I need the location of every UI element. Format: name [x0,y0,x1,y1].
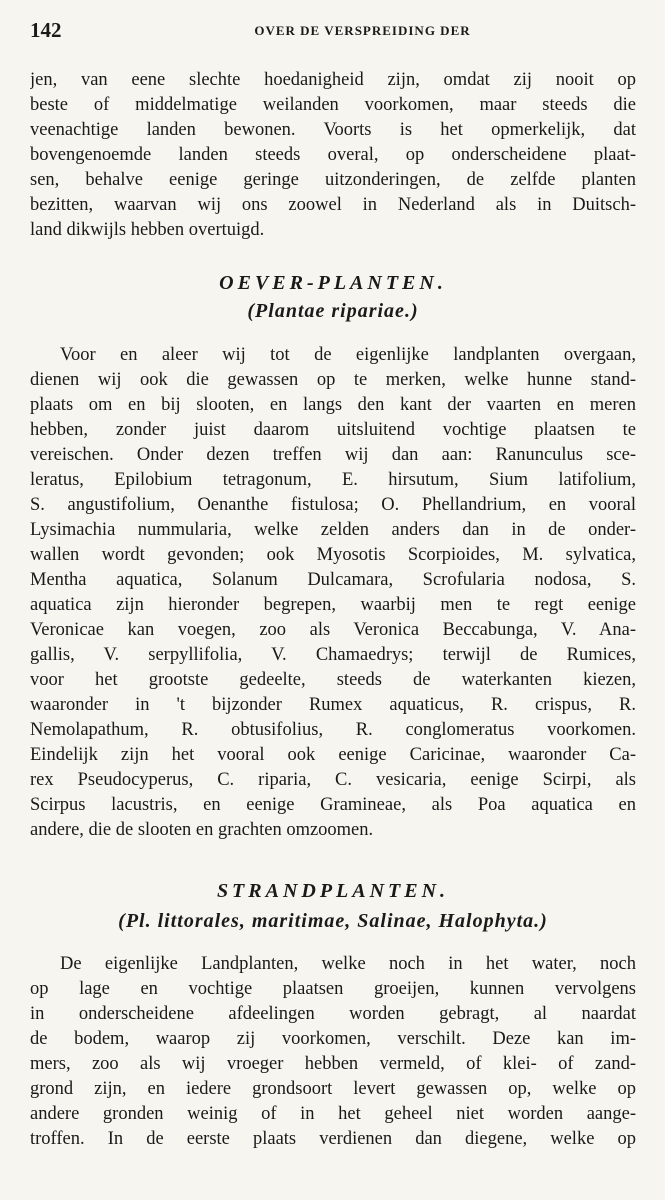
text-line: waaronder in 't bijzonder Rumex aquaticus, R. crispus, R. [30,695,636,715]
page-number: 142 [30,18,62,42]
running-title: OVER DE VERSPREIDING DER [254,23,471,38]
text-line: Eindelijk zijn het vooral ook eenige Caricinae, waaronder Ca- [30,745,636,765]
text-line: dienen wij ook die gewassen op te merken, welke hunne stand- [30,370,636,390]
text-line: bovengenoemde landen steeds overal, op onderscheidene plaat- [30,145,636,165]
text-line: rex Pseudocyperus, C. riparia, C. vesicaria, eenige Scirpi, als [30,770,636,790]
text-line: plaats om en bij slooten, en langs den kant der vaarten en meren [30,395,636,415]
section-title-strandplanten: STRANDPLANTEN. [216,880,450,902]
text-line: wallen wordt gevonden; ook Myosotis Scorpioides, M. sylvatica, [30,545,636,565]
text-line: leratus, Epilobium tetragonum, E. hirsutum, Sium latifolium, [30,470,636,490]
text-line: bezitten, waarvan wij ons zoowel in Nederland als in Duitsch- [30,195,636,215]
section-title-oever-planten: OEVER-PLANTEN. [219,272,447,294]
section-subtitle-strandplanten: (Pl. littorales, maritimae, Salinae, Halophyta.) [118,910,548,932]
text-line: Voor en aleer wij tot de eigenlijke landplanten overgaan, [60,345,636,365]
text-line: voor het grootste gedeelte, steeds de waterkanten kiezen, [30,670,636,690]
text-line: andere gronden weinig of in het geheel niet worden aange- [30,1104,636,1124]
text-line: gallis, V. serpyllifolia, V. Chamaedrys; terwijl de Rumices, [30,645,636,665]
text-line: hebben, zonder juist daarom uitsluitend vochtige plaatsen te [30,420,636,440]
text-line: land dikwijls hebben overtuigd. [30,220,265,240]
text-line: S. angustifolium, Oenanthe fistulosa; O. Phellandrium, en vooral [30,495,636,515]
text-line: sen, behalve eenige geringe uitzonderingen, de zelfde planten [30,170,636,190]
text-line: Veronicae kan voegen, zoo als Veronica Beccabunga, V. Ana- [30,620,636,640]
text-line: in onderscheidene afdeelingen worden gebragt, al naardat [30,1004,636,1024]
text-line: aquatica zijn hieronder begrepen, waarbij men te regt eenige [30,595,636,615]
text-line: vereischen. Onder dezen treffen wij dan aan: Ranunculus sce- [30,445,636,465]
text-line: de bodem, waarop zij voorkomen, verschilt. Deze kan im- [30,1029,636,1049]
text-line: jen, van eene slechte hoedanigheid zijn, omdat zij nooit op [30,70,636,90]
text-line: andere, die de slooten en grachten omzoomen. [30,820,374,840]
text-line: mers, zoo als wij vroeger hebben vermeld, of klei- of zand- [30,1054,636,1074]
text-line: Mentha aquatica, Solanum Dulcamara, Scrofularia nodosa, S. [30,570,636,590]
text-line: Scirpus lacustris, en eenige Gramineae, als Poa aquatica en [30,795,636,815]
page-header [30,18,635,44]
text-line: troffen. In de eerste plaats verdienen dan diegene, welke op [30,1129,636,1149]
section-subtitle-oever-planten: (Plantae ripariae.) [247,300,419,322]
text-line: Nemolapathum, R. obtusifolius, R. conglomeratus voorkomen. [30,720,636,740]
text-line: Lysimachia nummularia, welke zelden anders dan in de onder- [30,520,636,540]
text-line: op lage en vochtige plaatsen groeijen, kunnen vervolgens [30,979,636,999]
text-line: De eigenlijke Landplanten, welke noch in het water, noch [60,954,636,974]
text-line: beste of middelmatige weilanden voorkomen, maar steeds die [30,95,636,115]
text-line: veenachtige landen bewonen. Voorts is het opmerkelijk, dat [30,120,636,140]
text-line: grond zijn, en iedere grondsoort levert gewassen op, welke op [30,1079,636,1099]
